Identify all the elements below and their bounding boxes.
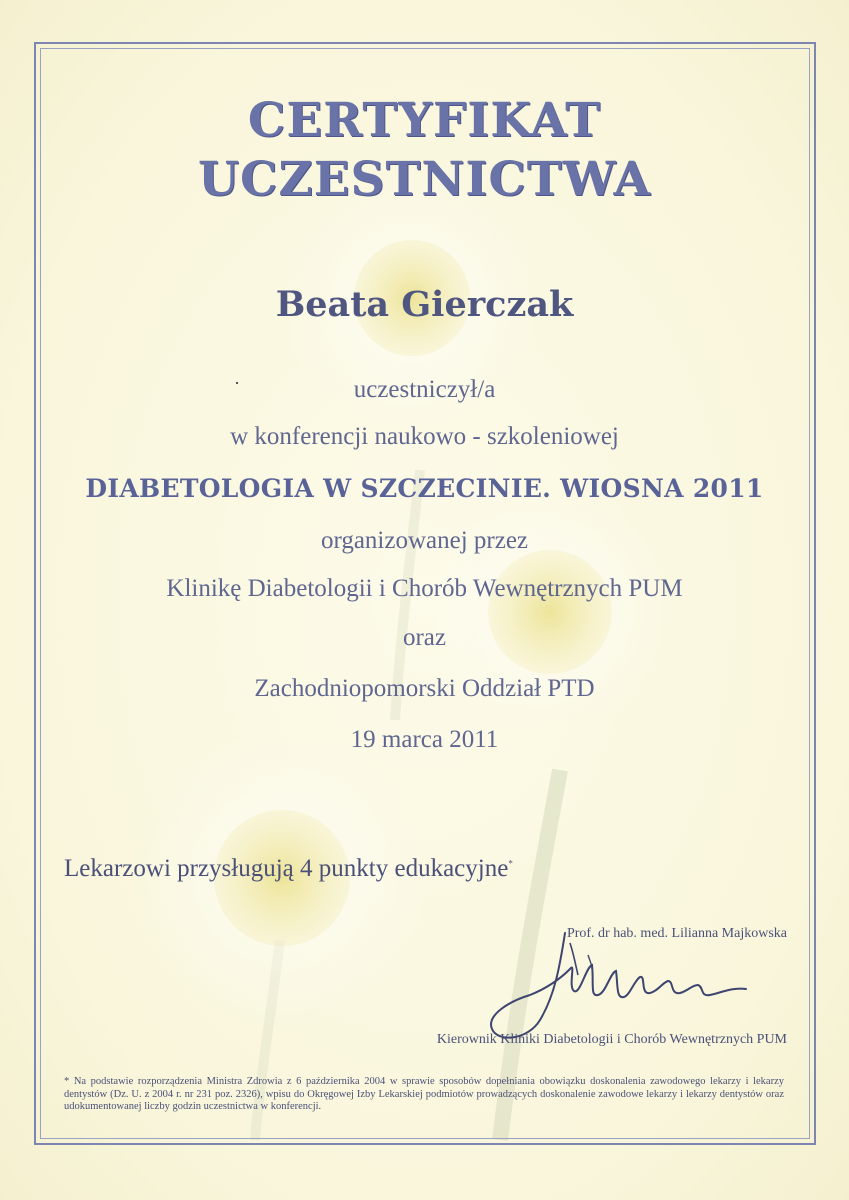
signer-name: Prof. dr hab. med. Lilianna Majkowska [566,926,787,941]
conference-type-text: w konferencji naukowo - szkoleniowej [230,423,619,450]
event-name: DIABETOLOGIA W SZCZECINIE. WIOSNA 2011 [85,474,764,503]
legal-footnote: * Na podstawie rozporządzenia Ministra Zdrowia z 6 października 2004 w sprawie sposobów dopełniania obowiązku doskonalenia zawodowego lekarzy i lekarzy dentystów (Dz. U. z 2004 r. nr 231 poz. 2326), wpisu do Okręgowej Izby Lekarskiej podmiotów prowadzących doskonalenie zawodowe lekarzy i lekarzy dentystów oraz udokumentowanej liczby godzin uczestnictwa w konferencji. [64,1076,784,1112]
points-text: Lekarzowi przysługują 4 punkty edukacyjne [64,855,509,882]
participant-name: Beata Gierczak [275,284,574,325]
title-line-2: UCZESTNICTWA [197,152,651,207]
participated-text: uczestniczył/a [353,376,496,403]
event-date: 19 marca 2011 [350,726,499,753]
organized-by-text: organizowanej przez [320,527,529,554]
signer-position: Kierownik Kliniki Diabetologii i Chorób Wewnętrznych PUM [436,1032,787,1047]
and-text: oraz [402,624,447,651]
organizer-1: Klinikę Diabetologii i Chorób Wewnętrznych PUM [166,575,683,602]
education-points [64,855,513,883]
organizer-2: Zachodniopomorski Oddział PTD [254,675,595,702]
title-line-1: CERTYFIKAT [247,93,602,148]
points-footnote-marker: * [508,858,513,869]
